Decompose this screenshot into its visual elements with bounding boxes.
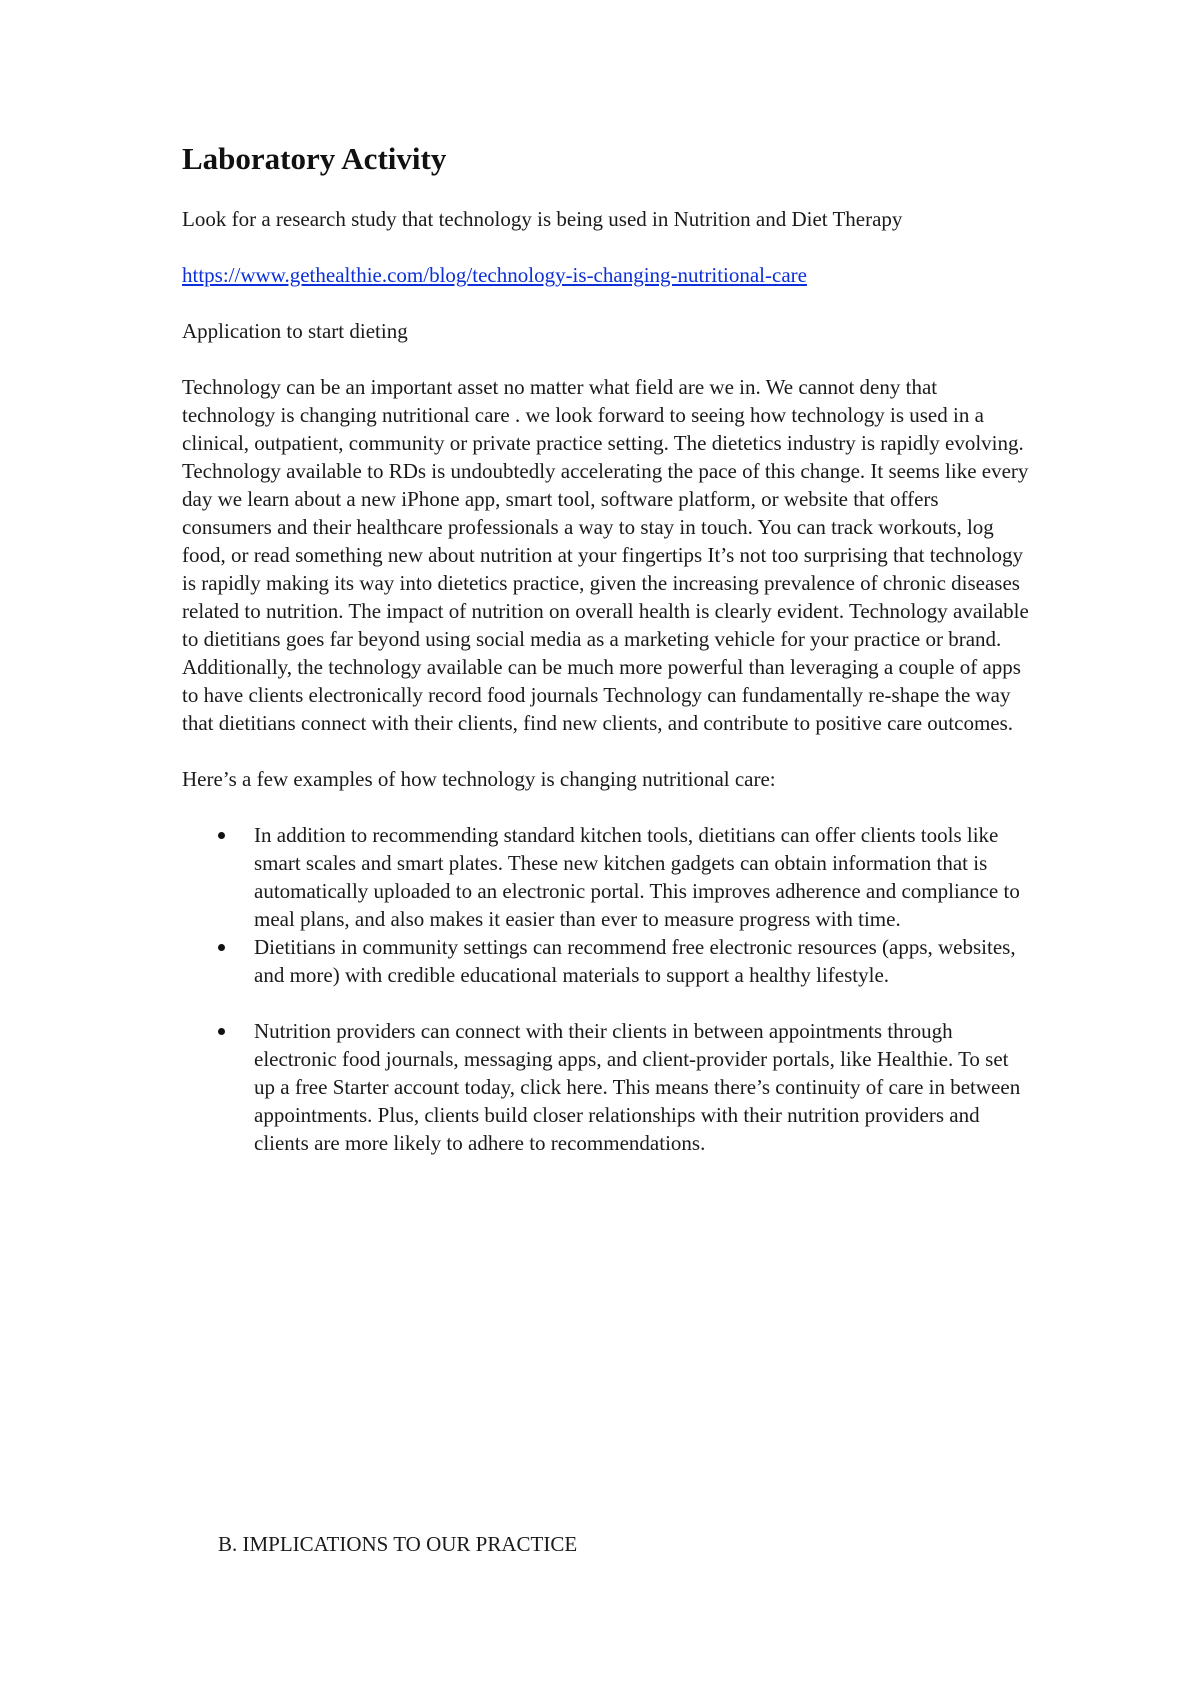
reference-link-paragraph bbox=[182, 261, 1032, 289]
document-title: Laboratory Activity bbox=[182, 141, 447, 176]
bullet-icon bbox=[218, 1028, 225, 1035]
list-item-text: In addition to recommending standard kitchen tools, dietitians can offer clients tools like smart scales and smart plates. These new kitchen gadgets can obtain information that is automatically uploaded to an electronic portal. This improves adherence and compliance to meal plans, and also makes it easier than ever to measure progress with time. bbox=[254, 823, 1020, 932]
list-item bbox=[182, 821, 1032, 933]
document-content bbox=[182, 140, 1032, 1157]
list-item bbox=[182, 933, 1032, 989]
bullet-icon bbox=[218, 944, 225, 951]
examples-intro: Here’s a few examples of how technology is changing nutritional care: bbox=[182, 767, 776, 792]
subheading: Application to start dieting bbox=[182, 319, 408, 344]
bullet-icon bbox=[218, 832, 225, 839]
list-item-text: Dietitians in community settings can recommend free electronic resources (apps, websites, and more) with credible educational materials to support a healthy lifestyle. bbox=[254, 935, 1016, 988]
instruction-text: Look for a research study that technology is being used in Nutrition and Diet Therapy bbox=[182, 207, 903, 232]
examples-list bbox=[182, 821, 1032, 1157]
section-b-heading: B. IMPLICATIONS TO OUR PRACTICE bbox=[218, 1532, 578, 1556]
reference-link[interactable]: https://www.gethealthie.com/blog/technology-is-changing-nutritional-care bbox=[182, 263, 807, 288]
list-item bbox=[182, 1017, 1032, 1157]
body-paragraph: Technology can be an important asset no matter what field are we in. We cannot deny that technology is changing nutritional care . we look forward to seeing how technology is used in a clinical, outpatient, community or private practice setting. The dietetics industry is rapidly evolving. Technology available to RDs is undoubtedly accelerating the pace of this change. It seems like every day we learn about a new iPhone app, smart tool, software platform, or website that offers consumers and their healthcare professionals a way to stay in touch. You can track workouts, log food, or read something new about nutrition at your fingertips It’s not too surprising that technology is rapidly making its way into dietetics practice, given the increasing prevalence of chronic diseases related to nutrition. The impact of nutrition on overall health is clearly evident. Technology available to dietitians goes far beyond using social media as a marketing vehicle for your practice or brand. Additionally, the technology available can be much more powerful than leveraging a couple of apps to have clients electronically record food journals Technology can fundamentally re-shape the way that dietitians connect with their clients, find new clients, and contribute to positive care outcomes. bbox=[182, 375, 1029, 736]
list-item-text: Nutrition providers can connect with their clients in between appointments through electronic food journals, messaging apps, and client-provider portals, like Healthie. To set up a free Starter account today, click here. This means there’s continuity of care in between appointments. Plus, clients build closer relationships with their nutrition providers and clients are more likely to adhere to recommendations. bbox=[254, 1019, 1021, 1156]
